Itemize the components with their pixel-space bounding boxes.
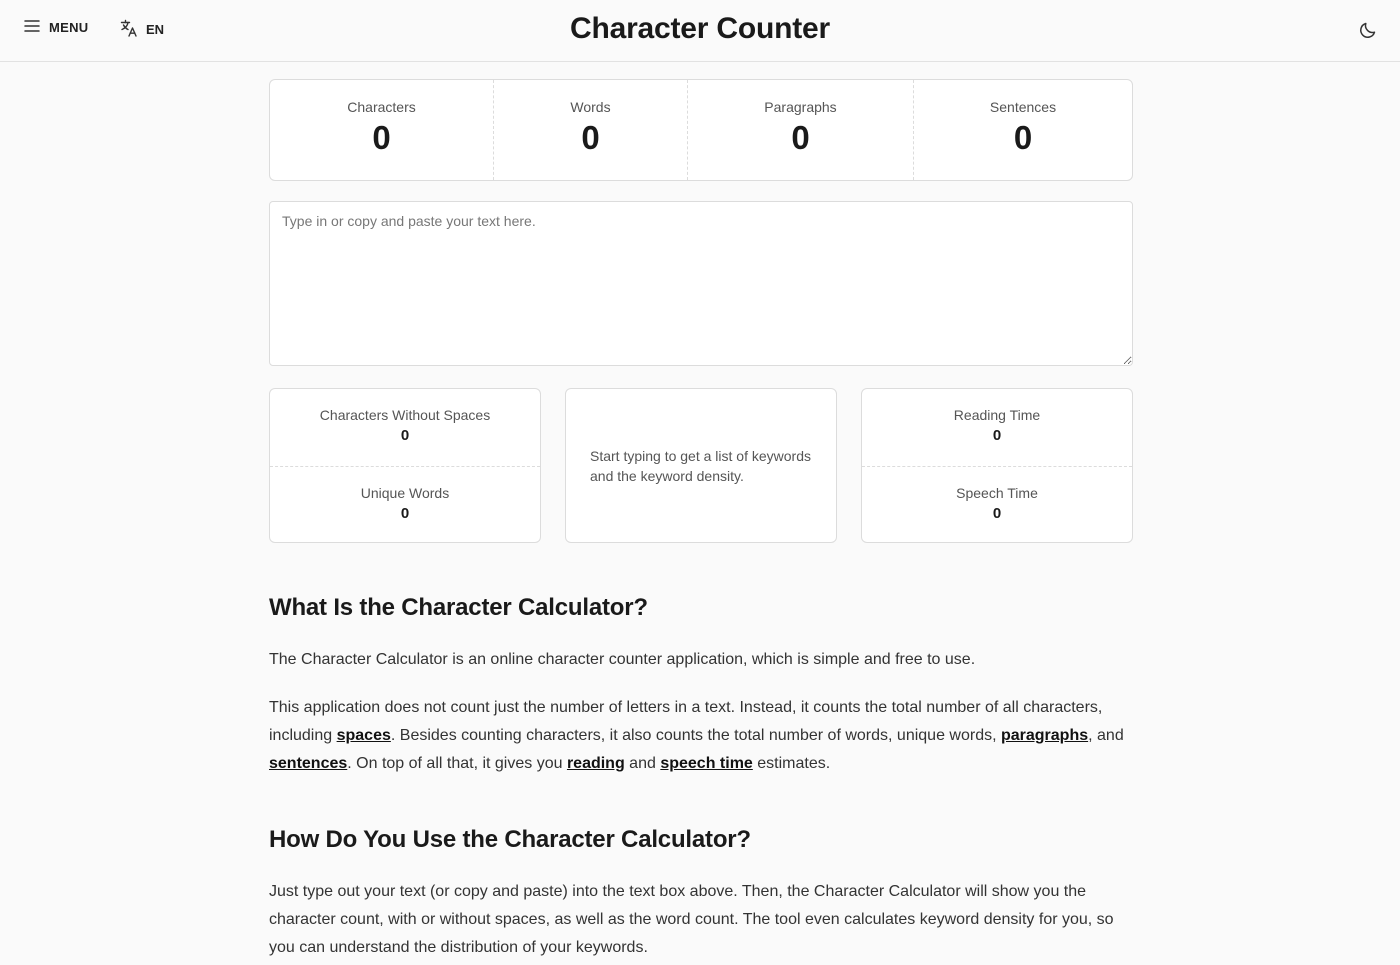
stat-value: 0 xyxy=(581,119,600,156)
panel-characters-unique xyxy=(269,388,541,543)
paragraph-intro: The Character Calculator is an online character counter application, which is simple and free to use. xyxy=(269,651,976,668)
stat-characters xyxy=(270,80,493,180)
stats-bar xyxy=(269,79,1133,181)
stat-reading-time xyxy=(862,389,1132,466)
menu-label: MENU xyxy=(49,20,89,35)
stat-label: Paragraphs xyxy=(764,99,837,115)
text-input[interactable] xyxy=(269,201,1133,366)
article xyxy=(269,594,1133,962)
text-segment: . Besides counting characters, it also counts the total number of words, unique words, xyxy=(390,727,1001,744)
page-title: Character Counter xyxy=(570,12,830,45)
link-sentences[interactable]: sentences xyxy=(269,755,348,772)
stat-value: 0 xyxy=(400,504,410,522)
main-content xyxy=(269,79,1133,962)
stat-words xyxy=(493,80,687,180)
paragraph-usage: Just type out your text (or copy and paste) into the text box above. Then, the Character Calculator will show you the character count, with or without spaces, as well as the word count. The tool even calculates keyword density for you, so you can understand the distribution of your keywords. xyxy=(269,883,1114,956)
stat-value: 0 xyxy=(1013,119,1033,156)
link-reading[interactable]: reading xyxy=(566,755,625,772)
stat-sentences xyxy=(913,80,1132,180)
panel-reading-speech xyxy=(861,388,1133,543)
moon-icon xyxy=(1358,27,1378,44)
stat-label: Sentences xyxy=(989,99,1057,115)
section-heading-what: What Is the Character Calculator? xyxy=(269,594,648,621)
text-segment: estimates. xyxy=(752,755,831,772)
stat-value: 0 xyxy=(791,119,810,156)
keyword-density-placeholder: Start typing to get a list of keywords and the keyword density. xyxy=(590,447,811,484)
detail-panels xyxy=(269,388,1133,543)
stat-label: Unique Words xyxy=(360,484,450,501)
text-segment: This application does not count just the number of letters in a text. Instead, it counts the total number of all characters, including xyxy=(269,699,1103,744)
theme-toggle-button[interactable] xyxy=(1358,20,1378,45)
stat-speech-time xyxy=(862,466,1132,543)
stat-value: 0 xyxy=(400,427,410,444)
stat-label: Speech Time xyxy=(956,484,1038,501)
stat-label: Characters xyxy=(347,99,416,115)
link-speech-time[interactable]: speech time xyxy=(660,755,753,772)
section-heading-how: How Do You Use the Character Calculator? xyxy=(269,826,751,853)
stat-label: Reading Time xyxy=(953,407,1041,423)
language-label: EN xyxy=(146,22,165,37)
stat-value: 0 xyxy=(992,427,1002,444)
link-spaces[interactable]: spaces xyxy=(336,727,391,744)
stat-label: Words xyxy=(570,99,611,115)
text-segment: and xyxy=(624,755,661,772)
stat-unique-words xyxy=(270,466,540,543)
paragraph-features xyxy=(269,694,1133,778)
stat-paragraphs xyxy=(687,80,913,180)
keyword-density-panel xyxy=(565,388,837,543)
text-segment: , and xyxy=(1088,727,1124,744)
header xyxy=(0,0,1400,62)
stat-value: 0 xyxy=(992,504,1002,522)
text-segment: . On top of all that, it gives you xyxy=(347,755,567,772)
stat-label: Characters Without Spaces xyxy=(319,407,491,423)
stat-characters-without-spaces xyxy=(270,389,540,466)
stat-value: 0 xyxy=(372,119,391,156)
link-paragraphs[interactable]: paragraphs xyxy=(1000,727,1089,744)
